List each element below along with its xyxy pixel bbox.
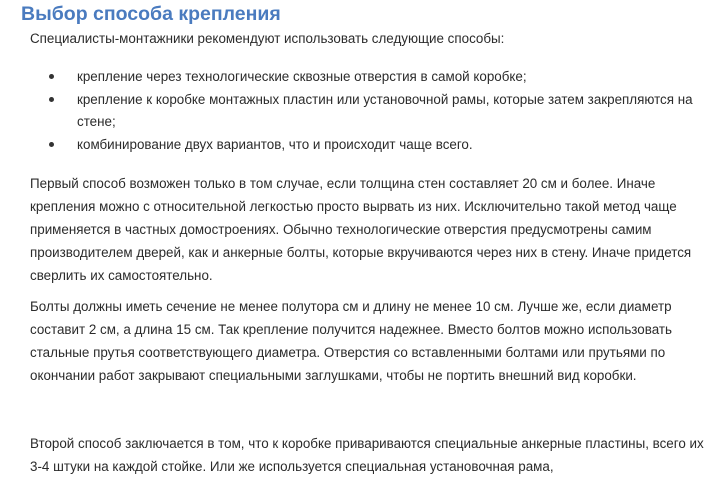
methods-list [30, 66, 700, 157]
list-item-text: комбинирование двух вариантов, что и происходит чаще всего. [77, 137, 473, 152]
list-item-text: крепление через технологические сквозные отверстия в самой коробке; [77, 69, 527, 84]
list-item [30, 66, 700, 88]
bullet-icon [49, 142, 54, 147]
list-item [30, 134, 700, 156]
paragraph-first-method: Первый способ возможен только в том случае, если толщина стен составляет 20 см и более. Иначе крепления можно с относительной легкостью просто вырвать из них. Исключительно такой метод чаще применяется в частных домостроениях. Обычно технологические отверстия предусмотрены самим производителем дверей, как и анкерные болты, которые вкручиваются через них в стену. Иначе придется сверлить их самостоятельно. [30, 176, 692, 283]
bullet-icon [49, 74, 54, 79]
intro-text: Специалисты-монтажники рекомендуют использовать следующие способы: [30, 31, 505, 46]
paragraph-second-method: Второй способ заключается в том, что к коробке привариваются специальные анкерные пластины, всего их 3-4 штуки на каждой стойке. Или же используется специальная установочная рама, [30, 436, 704, 474]
article-title: Выбор способа крепления [21, 3, 281, 25]
bullet-icon [49, 97, 54, 102]
list-item-text: крепление к коробке монтажных пластин или установочной рамы, которые затем закрепляются на стене; [77, 92, 693, 129]
paragraph-bolts: Болты должны иметь сечение не менее полутора см и длину не менее 10 см. Лучше же, если диаметр составит 2 см, а длина 15 см. Так крепление получится надежнее. Вместо болтов можно использовать стальные прутья соответствующего диаметра. Отверстия со вставленными болтами или прутьями по окончании работ закрывают специальными заглушками, чтобы не портить внешний вид коробки. [30, 299, 672, 383]
list-item [30, 89, 700, 133]
